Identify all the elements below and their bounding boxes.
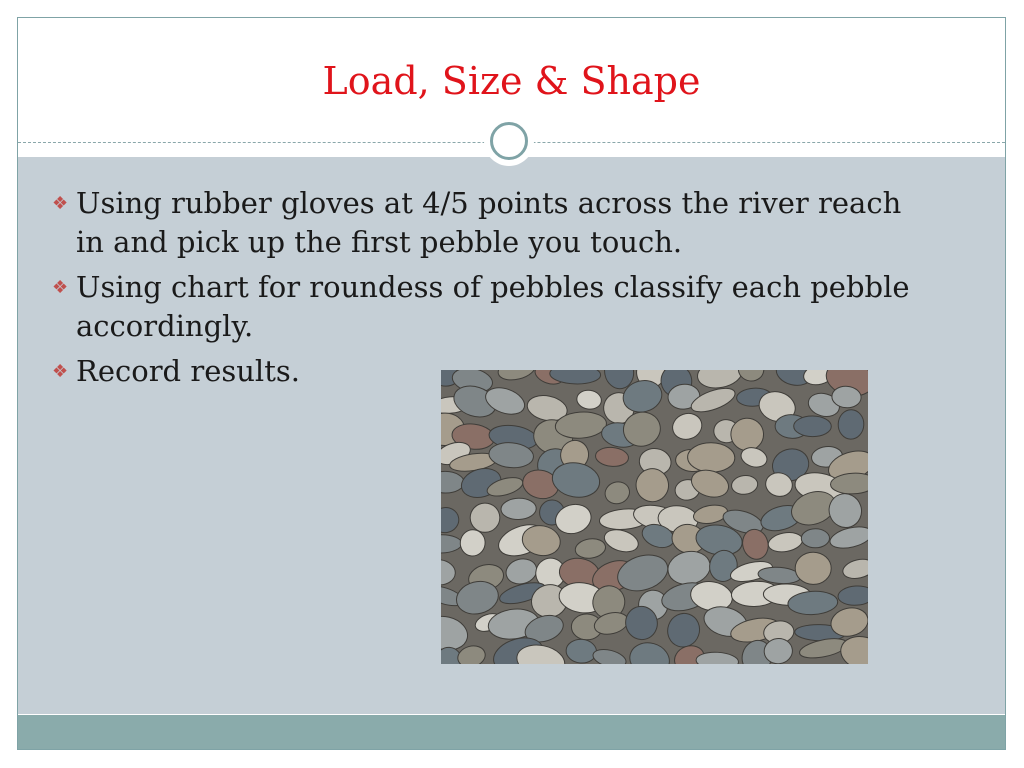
pebble-shape bbox=[794, 416, 832, 437]
pebble-shape bbox=[687, 442, 735, 472]
decorative-ring-inner bbox=[490, 122, 528, 160]
pebble-shape bbox=[838, 409, 865, 439]
bullet-list bbox=[46, 184, 926, 397]
slide-title: Load, Size & Shape bbox=[322, 59, 701, 103]
bullet-text: Using rubber gloves at 4/5 points across the river reach in and pick up the first pebble you touch. bbox=[76, 186, 902, 259]
decorative-ring-icon bbox=[484, 116, 534, 166]
diamond-bullet-icon: ❖ bbox=[52, 193, 69, 214]
pebble-shape bbox=[801, 529, 829, 548]
diamond-bullet-icon: ❖ bbox=[52, 277, 69, 298]
bullet-text: Using chart for roundess of pebbles classify each pebble accordingly. bbox=[76, 270, 910, 343]
pebble-shape bbox=[795, 552, 831, 585]
slide bbox=[17, 17, 1006, 750]
footer-band bbox=[18, 715, 1005, 750]
bullet-item bbox=[46, 184, 926, 262]
pebble-shape bbox=[470, 503, 501, 533]
diamond-bullet-icon: ❖ bbox=[52, 361, 69, 382]
bullet-text: Record results. bbox=[76, 354, 300, 388]
bullet-item bbox=[46, 268, 926, 346]
pebbles-photo bbox=[441, 370, 868, 664]
pebbles-illustration bbox=[441, 370, 868, 664]
